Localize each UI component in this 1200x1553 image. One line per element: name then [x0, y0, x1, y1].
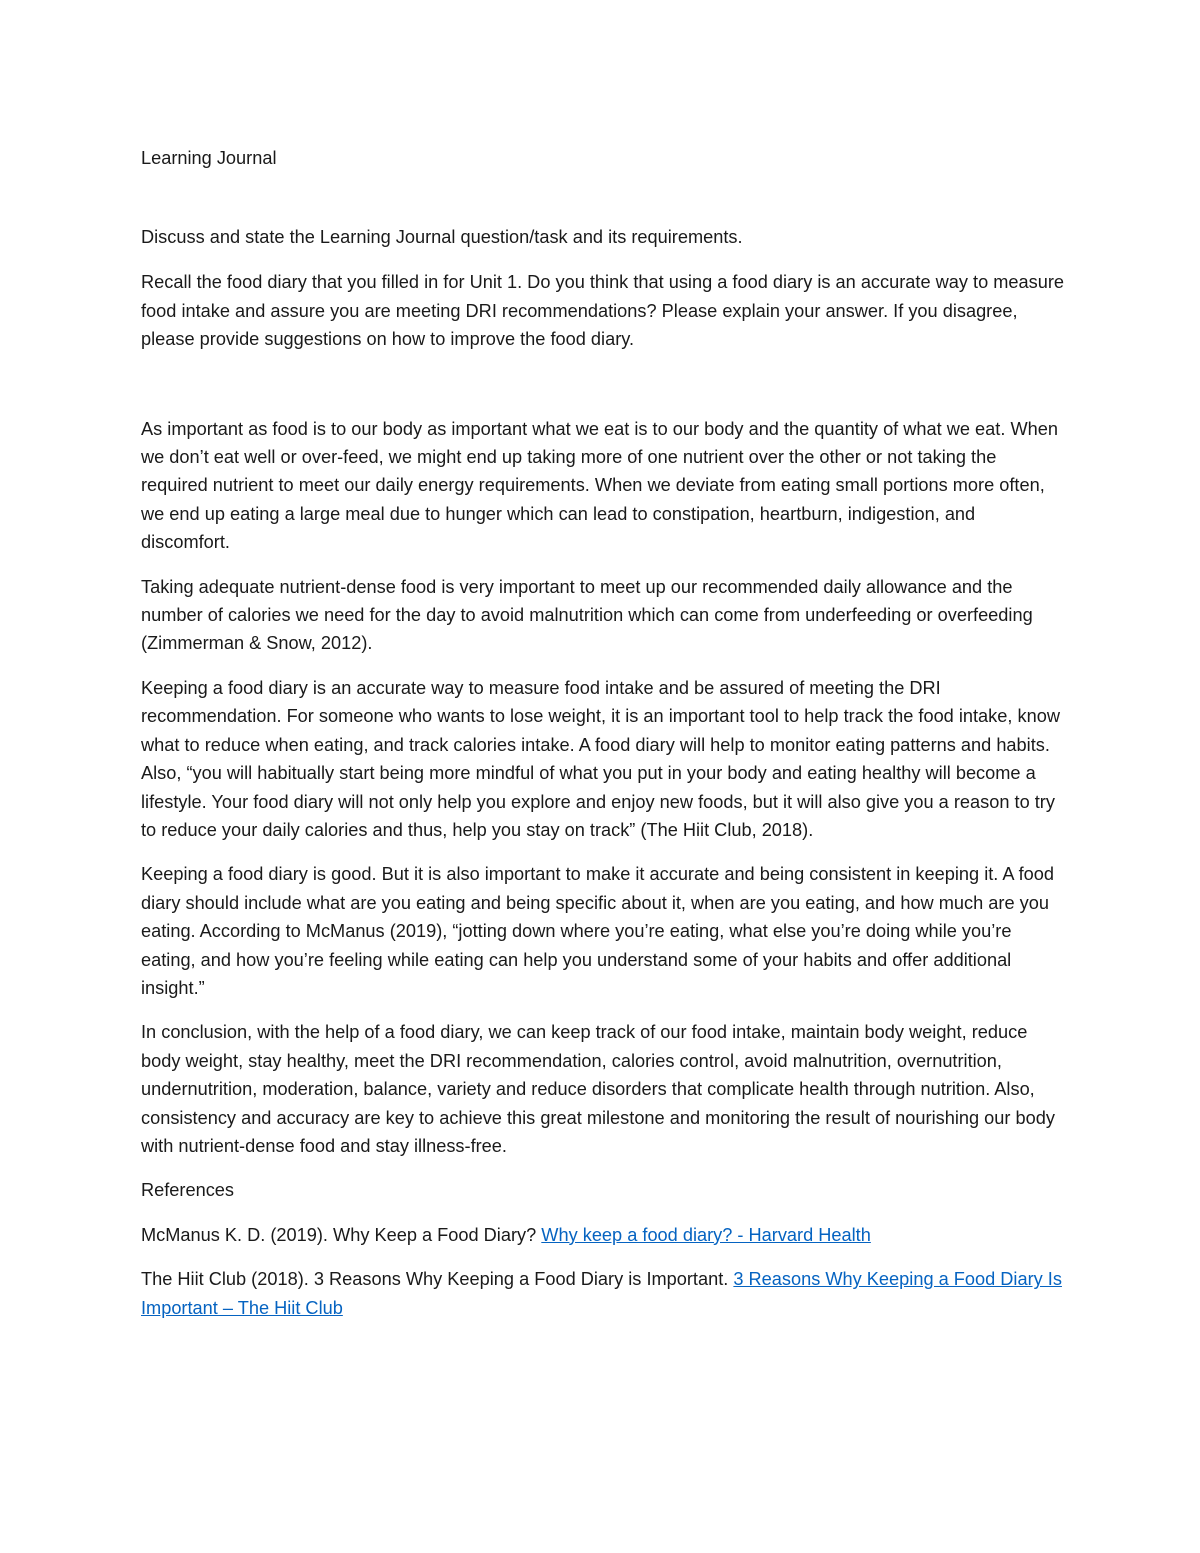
task-statement: Discuss and state the Learning Journal question/task and its requirements. [141, 227, 743, 247]
paragraph-accuracy: Keeping a food diary is an accurate way to measure food intake and be assured of meeting the DRI recommendation. For someone who wants to lose weight, it is an important tool to help track the food intake, know what to reduce when eating, and track calories intake. A food diary will help to monitor eating patterns and habits. Also, “you will habitually start being more mindful of what you put in your body and eating healthy will become a lifestyle. Your food diary will not only help you explore and enjoy new foods, but it will also give you a reason to try to reduce your daily calories and thus, help you stay on track” (The Hiit Club, 2018). [141, 677, 1060, 840]
reference-item [141, 1265, 1066, 1322]
reference-text: The Hiit Club (2018). 3 Reasons Why Keeping a Food Diary is Important. [141, 1269, 734, 1290]
references-heading: References [141, 1180, 235, 1201]
reference-link-harvard-health[interactable]: Why keep a food diary? - Harvard Health [541, 1224, 871, 1245]
journal-prompt: Recall the food diary that you filled in for Unit 1. Do you think that using a food diary is an accurate way to measure food intake and assure you are meeting DRI recommendations? Please explain your answer. If you disagree, please provide suggestions on how to improve the food diary. [141, 272, 1065, 350]
paragraph-nutrient-dense: Taking adequate nutrient-dense food is very important to meet up our recommended daily allowance and the number of calories we need for the day to avoid malnutrition which can come from underfeeding or overfeeding (Zimmerman & Snow, 2012). [141, 576, 1033, 654]
paragraph-conclusion: In conclusion, with the help of a food diary, we can keep track of our food intake, maintain body weight, reduce body weight, stay healthy, meet the DRI recommendation, calories control, avoid malnutrition, overnutrition, undernutrition, moderation, balance, variety and reduce disorders that complicate health through nutrition. Also, consistency and accuracy are key to achieve this great milestone and monitoring the result of nourishing our body with nutrient-dense food and stay illness-free. [141, 1022, 1055, 1156]
document-title: Learning Journal [141, 148, 277, 168]
reference-link-hiit-club[interactable]: 3 Reasons Why Keeping a Food Diary Is Important – The Hiit Club [141, 1269, 1062, 1318]
document-body [141, 144, 1066, 1322]
paragraph-intro: As important as food is to our body as important what we eat is to our body and the quantity of what we eat. When we don’t eat well or over-feed, we might end up taking more of one nutrient over the other or not taking the required nutrient to meet our daily energy requirements. When we deviate from eating small portions more often, we end up eating a large meal due to hunger which can lead to constipation, heartburn, indigestion, and discomfort. [141, 418, 1058, 553]
reference-text: McManus K. D. (2019). Why Keep a Food Diary? [141, 1224, 542, 1245]
reference-item [141, 1221, 1066, 1249]
paragraph-consistency: Keeping a food diary is good. But it is also important to make it accurate and being consistent in keeping it. A food diary should include what are you eating and being specific about it, when are you eating, and how much are you eating. According to McManus (2019), “jotting down where you’re eating, what else you’re doing while you’re eating, and how you’re feeling while eating can help you understand some of your habits and offer additional insight.” [141, 864, 1054, 998]
